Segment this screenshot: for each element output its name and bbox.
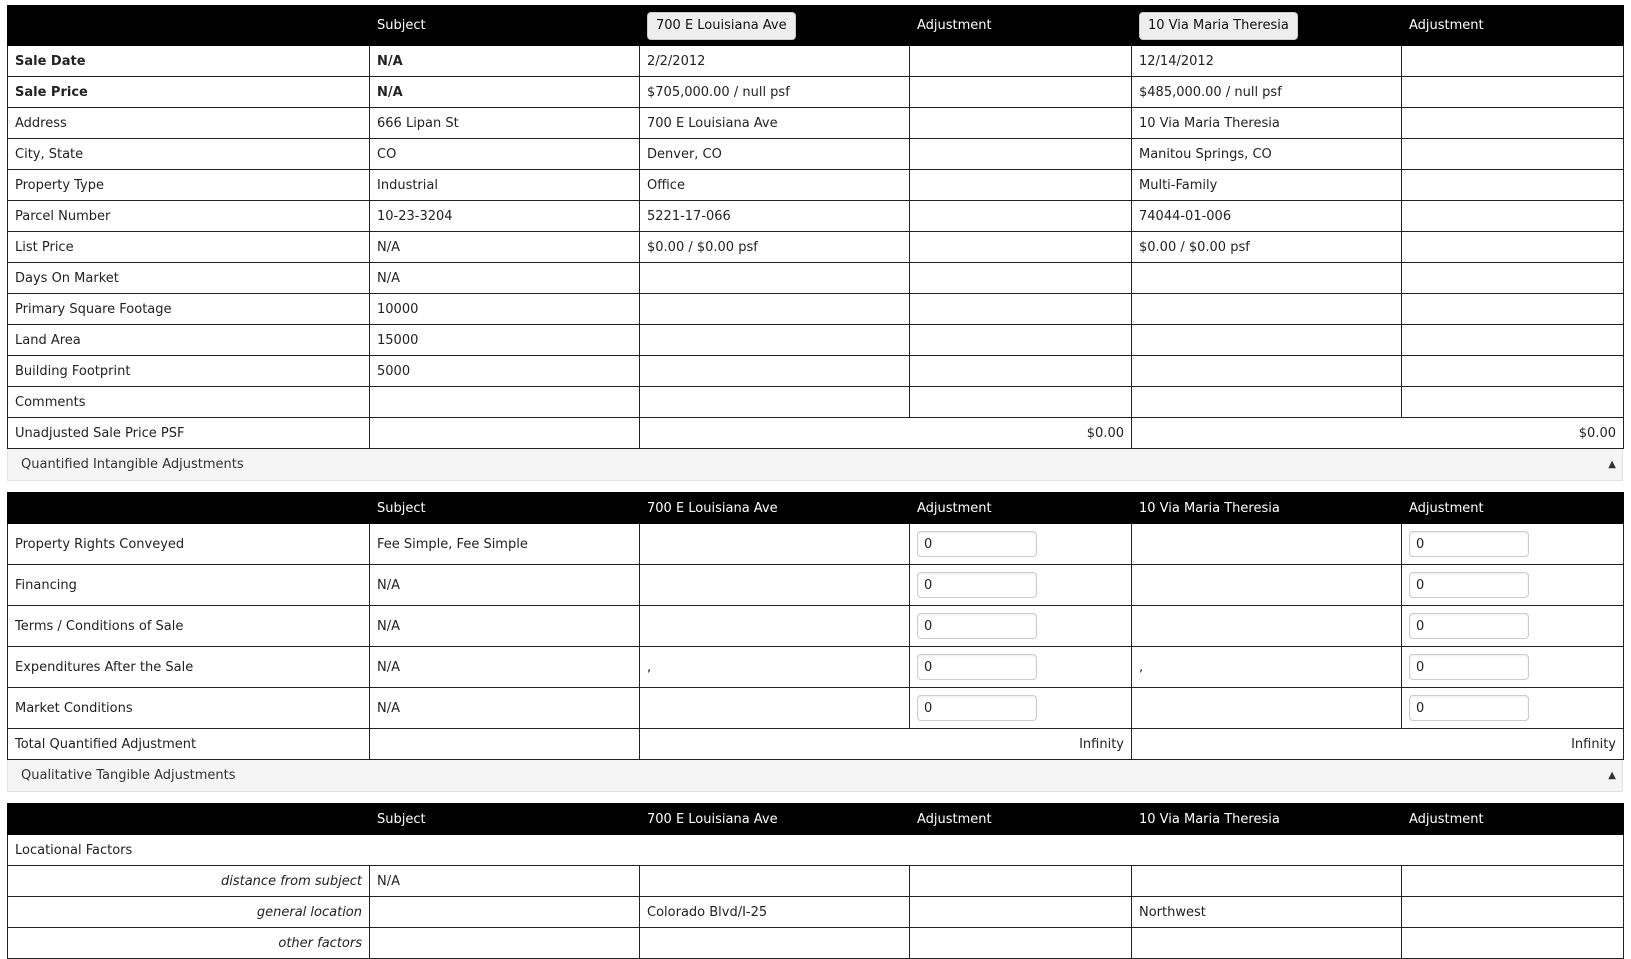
comp1-value: , [640,647,910,688]
subject-value: 666 Lipan St [370,108,640,139]
row-label: Property Type [8,170,370,201]
subject-value [370,928,640,959]
header-adjustment-2: Adjustment [1402,6,1624,46]
table-row [8,524,1624,565]
comp1-value [640,387,910,418]
comp1-value [640,565,910,606]
comp1-value [640,688,910,729]
comp1-adjustment [910,170,1132,201]
subject-value: N/A [370,866,640,897]
row-label: Total Quantified Adjustment [8,729,370,760]
table-row [8,387,1624,418]
comp1-value: Office [640,170,910,201]
group-label: Locational Factors [8,835,1624,866]
comp2-value: Multi-Family [1132,170,1402,201]
subject-value [370,387,640,418]
header-comp2: 10 Via Maria Theresia [1132,493,1402,524]
table-row [8,866,1624,897]
comp1-value [640,606,910,647]
header-adjustment-2: Adjustment [1402,493,1624,524]
comp1-adjustment [910,232,1132,263]
table-row [8,565,1624,606]
table-header-row [8,493,1624,524]
comp1-unadjusted-value: $0.00 [640,418,1132,449]
header-adjustment-2: Adjustment [1402,804,1624,835]
comp2-adjustment [1402,170,1624,201]
comp2-adjustment [1402,866,1624,897]
row-label: Property Rights Conveyed [8,524,370,565]
comp2-total: Infinity [1132,729,1624,760]
factor-label: other factors [8,928,370,959]
comp2-value: 12/14/2012 [1132,46,1402,77]
row-label: Parcel Number [8,201,370,232]
subject-value: 15000 [370,325,640,356]
subject-value: Industrial [370,170,640,201]
table-row [8,139,1624,170]
header-comp1: 700 E Louisiana Ave [640,493,910,524]
comp2-value: , [1132,647,1402,688]
header-adjustment-1: Adjustment [910,493,1132,524]
header-comp2: 10 Via Maria Theresia [1132,804,1402,835]
comp2-value: 74044-01-006 [1132,201,1402,232]
row-label: Financing [8,565,370,606]
comp2-adjustment [1402,325,1624,356]
subject-value: N/A [370,688,640,729]
table-row [8,647,1624,688]
comp1-adjustment [910,46,1132,77]
row-label: Land Area [8,325,370,356]
comp1-value: Colorado Blvd/I-25 [640,897,910,928]
comp2-adjustment-input[interactable] [1409,613,1529,639]
row-label: Unadjusted Sale Price PSF [8,418,370,449]
comp1-value [640,325,910,356]
comp1-adjustment [910,325,1132,356]
row-label: Expenditures After the Sale [8,647,370,688]
comp2-adjustment [1402,139,1624,170]
comp1-value: $0.00 / $0.00 psf [640,232,910,263]
table-row [8,170,1624,201]
comp1-adjustment-input[interactable] [917,572,1037,598]
subject-value: N/A [370,263,640,294]
subject-value: N/A [370,606,640,647]
comp2-button[interactable]: 10 Via Maria Theresia [1139,12,1298,40]
table-row [8,201,1624,232]
table-row [8,325,1624,356]
comp1-adjustment [910,387,1132,418]
total-quantified-row [8,729,1624,760]
quantified-section-toggle[interactable] [7,449,1623,481]
comp2-value: 10 Via Maria Theresia [1132,108,1402,139]
comp1-button[interactable]: 700 E Louisiana Ave [647,12,796,40]
row-label: Sale Price [8,77,370,108]
header-subject: Subject [370,493,640,524]
row-label: List Price [8,232,370,263]
comp1-adjustment [910,356,1132,387]
comp2-value: Manitou Springs, CO [1132,139,1402,170]
header-subject: Subject [370,804,640,835]
comp1-adjustment [910,866,1132,897]
table-row [8,356,1624,387]
qualitative-adjustments-table [7,803,1624,959]
comp1-adjustment-input[interactable] [917,531,1037,557]
row-label: Primary Square Footage [8,294,370,325]
row-label: Comments [8,387,370,418]
comp2-adjustment [1402,897,1624,928]
comp2-value: $485,000.00 / null psf [1132,77,1402,108]
comp2-value [1132,565,1402,606]
comp2-adjustment [1402,356,1624,387]
comp1-value [640,263,910,294]
table-row [8,688,1624,729]
comp1-adjustment [910,928,1132,959]
subject-value: N/A [370,46,640,77]
subject-value: N/A [370,647,640,688]
comp2-value: $0.00 / $0.00 psf [1132,232,1402,263]
comp1-adjustment [910,201,1132,232]
comp2-value [1132,524,1402,565]
row-label: Market Conditions [8,688,370,729]
section-title: Quantified Intangible Adjustments [21,457,244,472]
caret-up-icon[interactable]: ▲ [1608,459,1616,470]
comp1-adjustment-input[interactable] [917,695,1037,721]
comp2-adjustment [1402,108,1624,139]
comp2-value [1132,688,1402,729]
header-subject: Subject [370,6,640,46]
comp1-value: Denver, CO [640,139,910,170]
comp2-unadjusted-value: $0.00 [1132,418,1624,449]
header-blank [8,6,370,46]
comp1-value [640,928,910,959]
comp1-adjustment-input[interactable] [917,613,1037,639]
comp1-adjustment [910,263,1132,294]
subject-value: 5000 [370,356,640,387]
comp1-adjustment-input[interactable] [917,654,1037,680]
header-comp1: 700 E Louisiana Ave [640,804,910,835]
comp2-value [1132,356,1402,387]
subject-value: N/A [370,565,640,606]
row-label: Days On Market [8,263,370,294]
row-label: Address [8,108,370,139]
subject-value: 10000 [370,294,640,325]
comp2-adjustment-input[interactable] [1409,695,1529,721]
table-row [8,108,1624,139]
comp2-value: Northwest [1132,897,1402,928]
table-header-row [8,804,1624,835]
subject-value: N/A [370,232,640,263]
comp1-value: $705,000.00 / null psf [640,77,910,108]
comp2-adjustment [1402,232,1624,263]
table-row [8,46,1624,77]
table-row [8,263,1624,294]
comp1-value [640,294,910,325]
subject-value: N/A [370,77,640,108]
comp2-adjustment-input[interactable] [1409,572,1529,598]
comp1-value [640,356,910,387]
subject-value: Fee Simple, Fee Simple [370,524,640,565]
comp1-value [640,524,910,565]
comp2-adjustment-input[interactable] [1409,654,1529,680]
subject-value: 10-23-3204 [370,201,640,232]
comp2-adjustment [1402,263,1624,294]
subject-value [370,897,640,928]
table-row [8,294,1624,325]
comp1-adjustment [910,108,1132,139]
comp2-adjustment [1402,201,1624,232]
comp2-value [1132,387,1402,418]
table-row [8,897,1624,928]
comp1-total: Infinity [640,729,1132,760]
factor-label: general location [8,897,370,928]
qualitative-section-toggle[interactable] [7,760,1623,792]
comp2-value [1132,294,1402,325]
table-row [8,232,1624,263]
comp1-value: 700 E Louisiana Ave [640,108,910,139]
table-row [8,928,1624,959]
group-row [8,835,1624,866]
comp2-value [1132,606,1402,647]
comp2-adjustment [1402,46,1624,77]
comp2-value [1132,325,1402,356]
table-header-row [8,6,1624,46]
row-label: Building Footprint [8,356,370,387]
comp2-adjustment [1402,387,1624,418]
comp2-adjustment [1402,928,1624,959]
quantified-adjustments-table [7,492,1624,760]
comp2-value [1132,866,1402,897]
comp1-value: 2/2/2012 [640,46,910,77]
header-adjustment-1: Adjustment [910,6,1132,46]
row-label: Terms / Conditions of Sale [8,606,370,647]
comp2-adjustment-input[interactable] [1409,531,1529,557]
header-adjustment-1: Adjustment [910,804,1132,835]
comp2-value [1132,928,1402,959]
comp1-adjustment [910,77,1132,108]
section-title: Qualitative Tangible Adjustments [21,768,236,783]
row-label: Sale Date [8,46,370,77]
comp2-adjustment [1402,294,1624,325]
comp2-adjustment [1402,77,1624,108]
comp2-value [1132,263,1402,294]
unadjusted-row [8,418,1624,449]
comparables-grid [7,5,1623,959]
caret-up-icon[interactable]: ▲ [1608,770,1616,781]
table-row [8,606,1624,647]
comp1-adjustment [910,897,1132,928]
comp1-value: 5221-17-066 [640,201,910,232]
table-row [8,77,1624,108]
comp1-adjustment [910,294,1132,325]
factor-label: distance from subject [8,866,370,897]
subject-value: CO [370,139,640,170]
row-label: City, State [8,139,370,170]
comp1-value [640,866,910,897]
sales-comparison-table [7,5,1624,449]
comp1-adjustment [910,139,1132,170]
